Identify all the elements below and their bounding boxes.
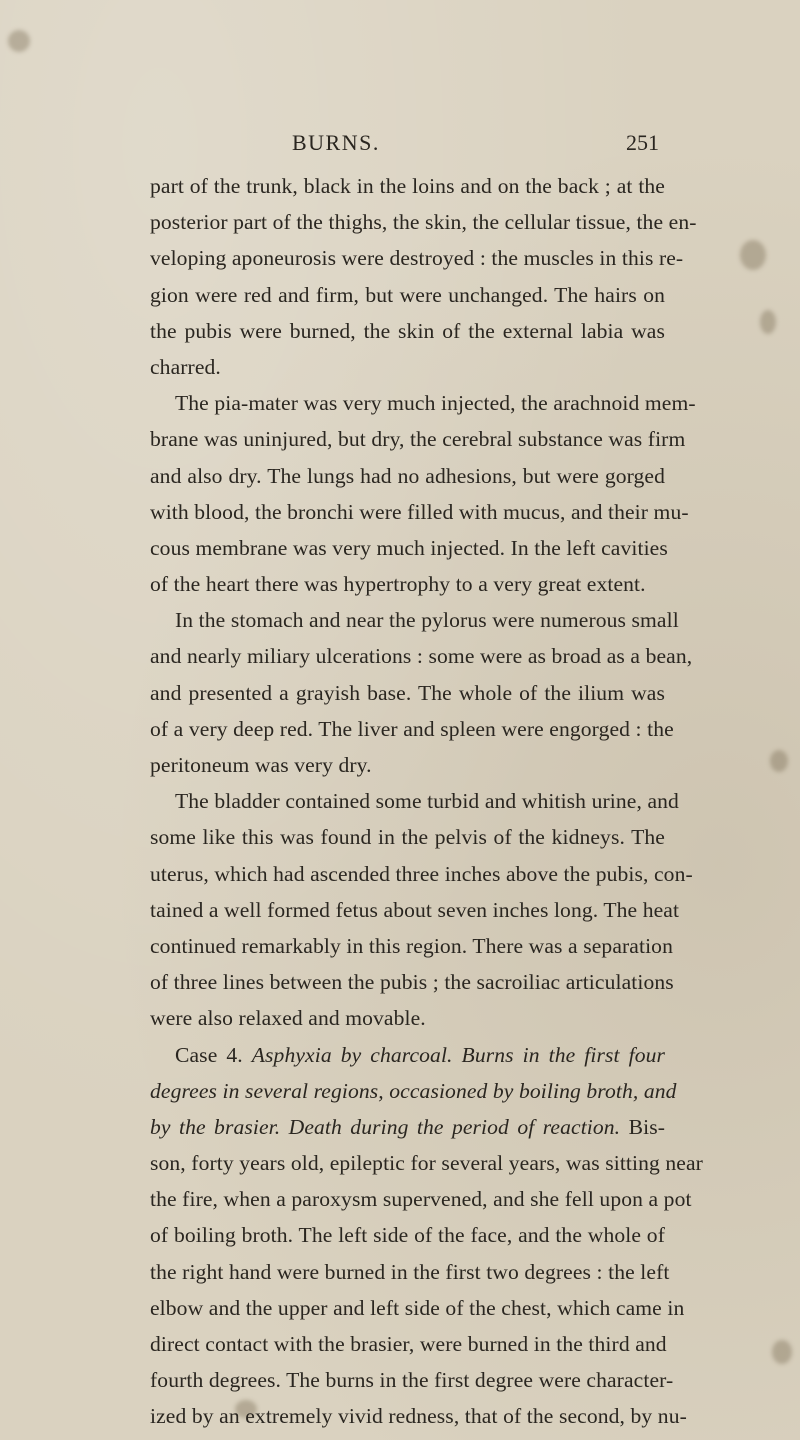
text-line: tained a well formed fetus about seven inches long. The heat: [150, 897, 680, 922]
body-text: [150, 168, 703, 1435]
text-line: veloping aponeurosis were destroyed : the muscles in this re-: [150, 246, 684, 271]
text-line: with blood, the bronchi were filled with mucus, and their mu-: [150, 499, 689, 524]
page-number: 251: [626, 130, 659, 155]
text-line: of three lines between the pubis ; the sacroiliac articulations: [150, 970, 674, 995]
text-line: were also relaxed and movable.: [150, 1006, 426, 1031]
text-line: the pubis were burned, the skin of the external labia was: [150, 318, 665, 343]
text-line: part of the trunk, black in the loins and on the back ; at the: [150, 174, 665, 198]
page-header: [0, 130, 800, 160]
text-line: The bladder contained some turbid and whitish urine, and: [175, 789, 679, 814]
text-line: cous membrane was very much injected. In the left cavities: [150, 535, 668, 560]
text-line: of a very deep red. The liver and spleen were engorged : the: [150, 716, 674, 741]
text-line: some like this was found in the pelvis of the kidneys. The: [150, 825, 665, 850]
case-description: Asphyxia by charcoal. Burns in the first four: [251, 1042, 665, 1067]
case-description-line: degrees in several regions, occasioned by boiling broth, and: [150, 1078, 677, 1103]
case-title: Case 4.: [175, 1042, 243, 1067]
text-line: brane was uninjured, but dry, the cerebral substance was firm: [150, 427, 686, 452]
text-line: fourth degrees. The burns in the first degree were character-: [150, 1368, 674, 1393]
text-line: posterior part of the thighs, the skin, the cellular tissue, the en-: [150, 210, 697, 235]
text-line: ized by an extremely vivid redness, that of the second, by nu-: [150, 1404, 687, 1429]
text-line: The pia-mater was very much injected, the arachnoid mem-: [175, 391, 696, 416]
paper-stain: [740, 240, 766, 270]
text-line: elbow and the upper and left side of the chest, which came in: [150, 1295, 685, 1320]
text-line: and presented a grayish base. The whole of the ilium was: [150, 680, 665, 705]
case-description: by the brasier. Death during the period of reaction.: [150, 1114, 621, 1139]
text-line: peritoneum was very dry.: [150, 753, 372, 777]
text-line: uterus, which had ascended three inches above the pubis, con-: [150, 861, 693, 886]
running-head: BURNS.: [292, 130, 380, 155]
text-line: the right hand were burned in the first two degrees : the left: [150, 1259, 670, 1284]
text-line: charred.: [150, 354, 221, 379]
text-line: son, forty years old, epileptic for several years, was sitting near: [150, 1151, 703, 1176]
text-line: continued remarkably in this region. There was a separation: [150, 933, 673, 958]
paper-stain: [770, 750, 788, 772]
paper-stain: [760, 310, 776, 334]
case-heading-line: [150, 1037, 665, 1073]
text-line: and also dry. The lungs had no adhesions, but were gorged: [150, 463, 665, 488]
text-line: of boiling broth. The left side of the face, and the whole of: [150, 1223, 665, 1248]
text-line: and nearly miliary ulcerations : some were as broad as a bean,: [150, 644, 693, 669]
text-line: gion were red and firm, but were unchanged. The hairs on: [150, 282, 665, 307]
text-fragment: Bis-: [628, 1114, 665, 1139]
paper-stain: [8, 30, 30, 52]
text-line: of the heart there was hypertrophy to a very great extent.: [150, 572, 646, 597]
case-description-line: [150, 1109, 665, 1145]
text-line: In the stomach and near the pylorus were numerous small: [175, 608, 679, 633]
text-line: direct contact with the brasier, were burned in the third and: [150, 1332, 667, 1356]
paper-stain: [772, 1340, 792, 1364]
text-line: the fire, when a paroxysm supervened, and she fell upon a pot: [150, 1187, 692, 1212]
